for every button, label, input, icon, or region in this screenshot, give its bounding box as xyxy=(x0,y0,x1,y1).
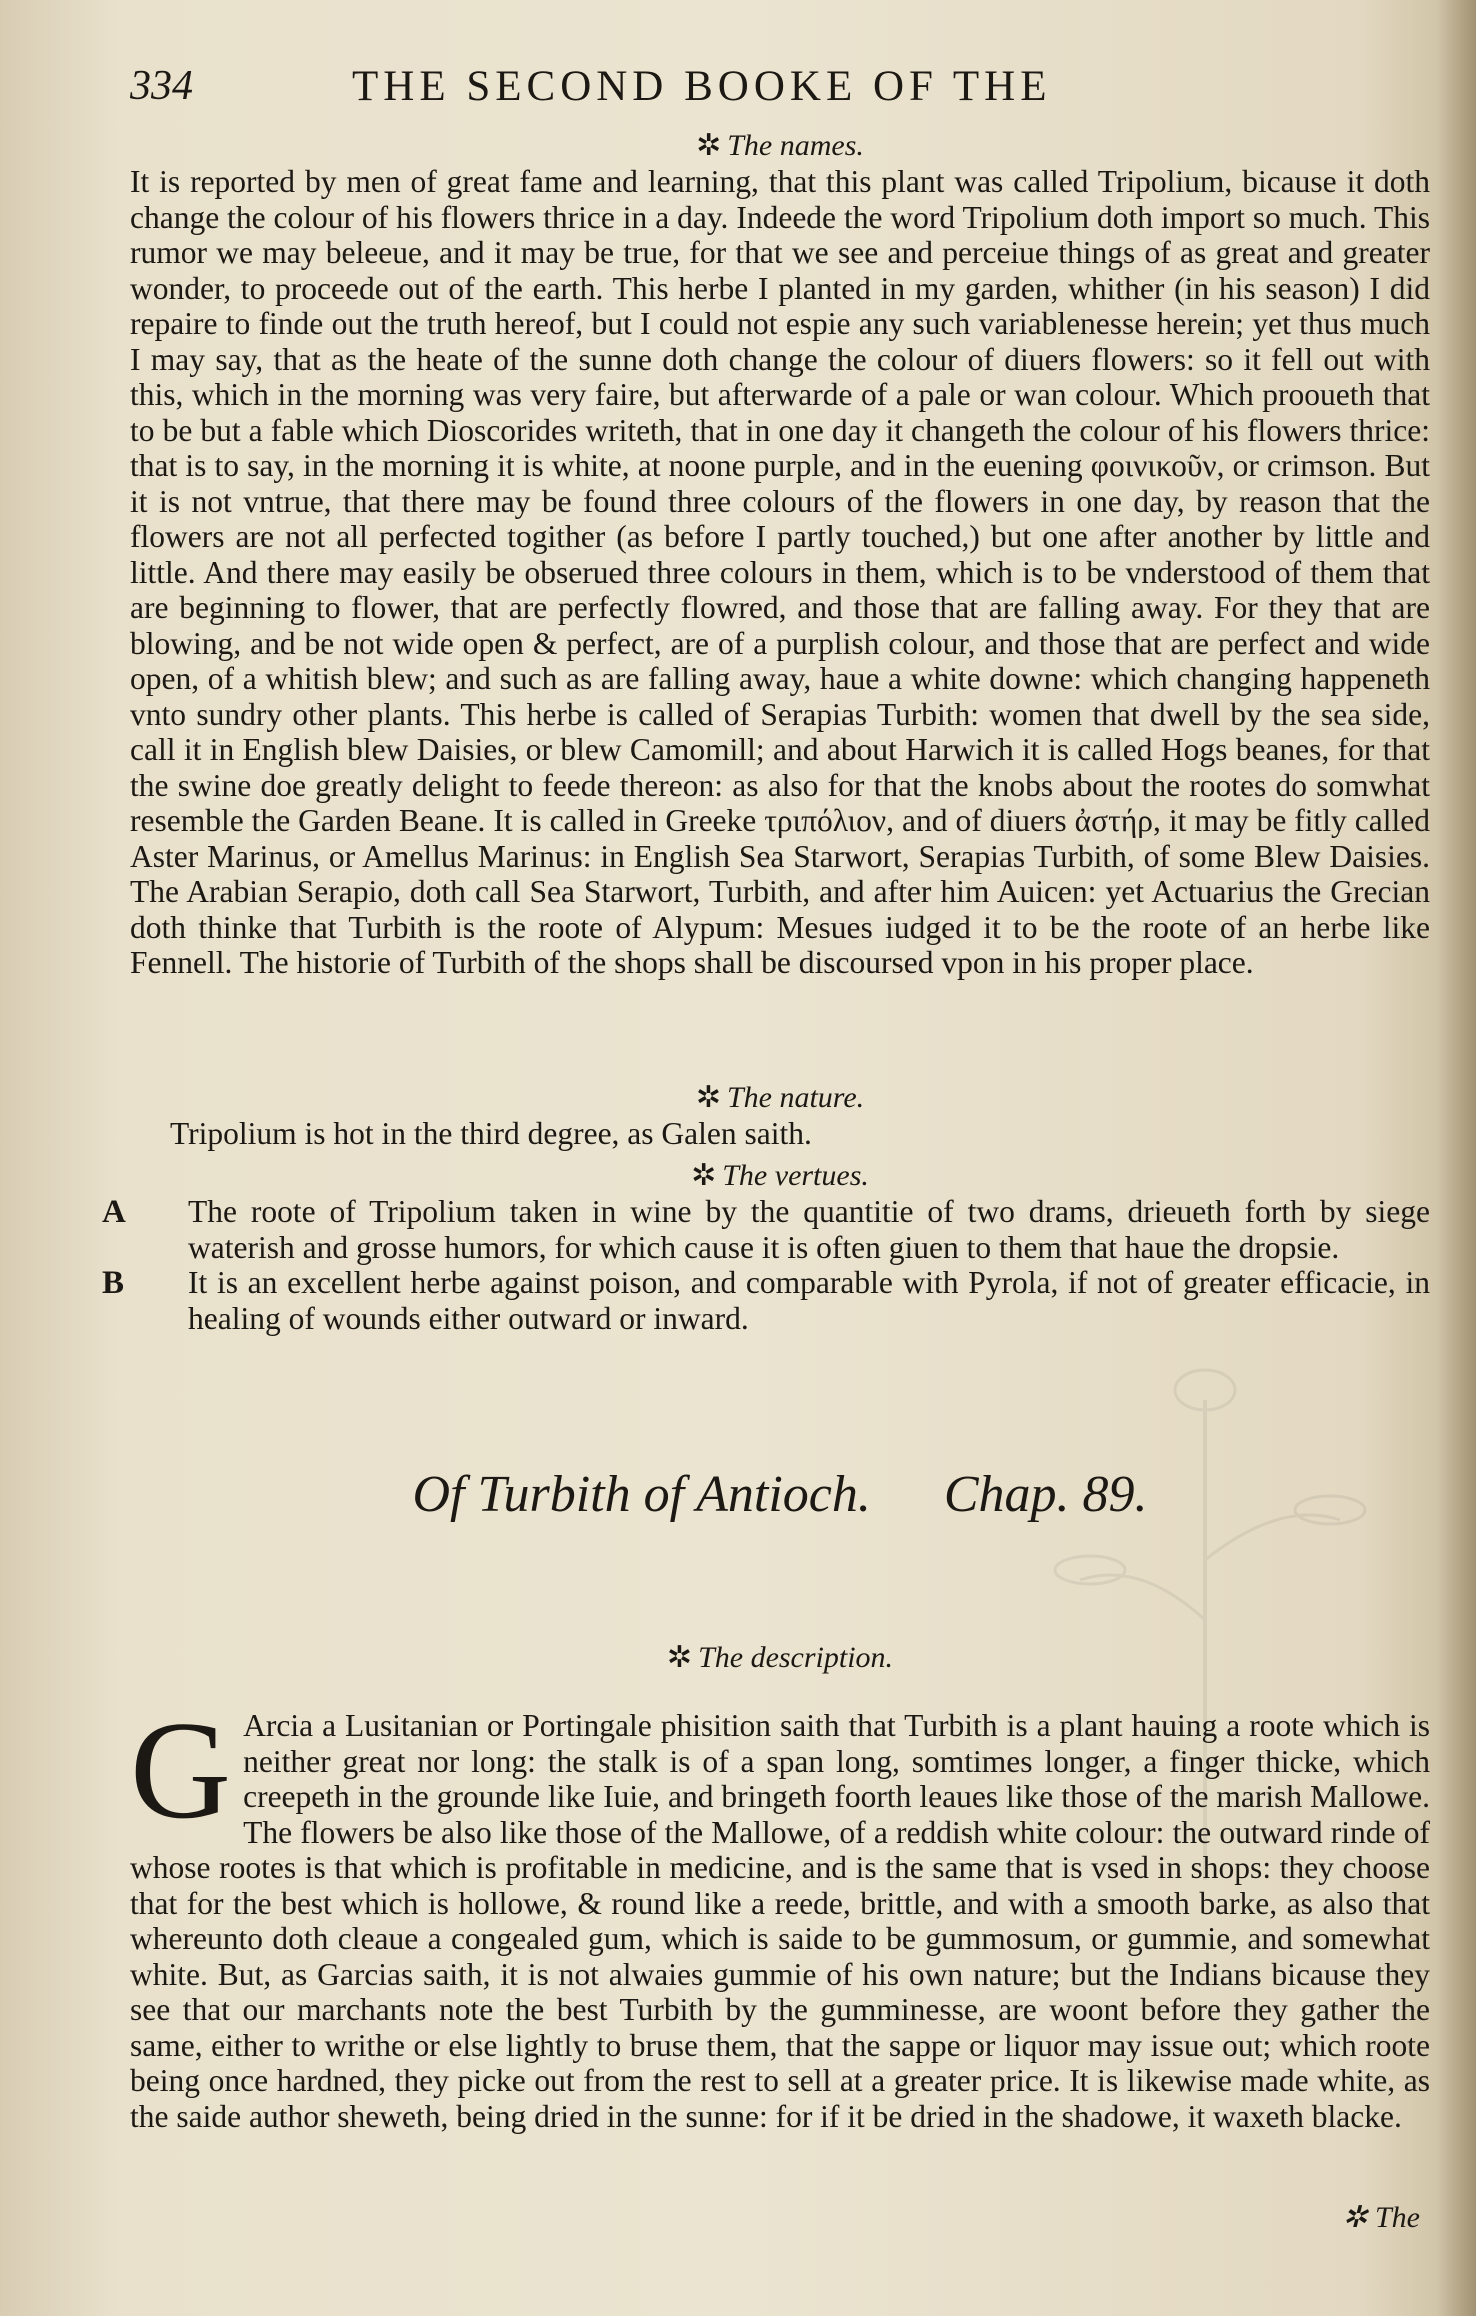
asterism-icon: ✲ xyxy=(696,129,722,162)
nature-section xyxy=(130,1080,1430,1152)
running-head: THE SECOND BOOKE OF THE xyxy=(352,63,1052,110)
nature-heading: ✲ The nature. xyxy=(695,1081,865,1114)
drop-capital: G xyxy=(130,1693,232,1848)
names-paragraph: It is reported by men of great fame and learning, that this plant was called Tripolium, bicause it doth change the colour of his flowers thrice in a day. Indeede the word Tripolium doth import so much. This rumor we may beleeue, and it may be true, for that we see and perceiue things of as great and greater wonder, to proceede out of the earth. This herbe I planted in my garden, whither (in his season) I did repaire to finde out the truth hereof, but I could not espie any such variablenesse herein; yet thus much I may say, that as the heate of the sunne doth change the colour of diuers flowers: so it fell out with this, which in the morning was very faire, but afterwarde of a pale or wan colour. Which prooueth that to be but a fable which Dioscorides writeth, that in one day it changeth the colour of his flowers thrice: that is to say, in the morning it is white, at noone purple, and in the euening φοινικοῦν, or crimson. But it is not vntrue, that there may be found three colours of the flowers in one day, by reason that the flowers are not all perfected togither (as before I partly touched,) but one after another by little and little. And there may easily be obserued three colours in them, which is to be vnderstood of them that are beginning to flower, that are perfectly flowred, and those that are falling away. For they that are blowing, and be not wide open & perfect, are of a purplish colour, and those that are perfect and wide open, of a whitish blew; and such as are falling away, haue a white downe: which changing happeneth vnto sundry other plants. This herbe is called of Serapias Turbith: women that dwell by the sea side, call it in English blew Daisies, or blew Camomill; and about Harwich it is called Hogs beanes, for that the swine doe greatly delight to feede thereon: as also for that the knobs about the rootes do somwhat resemble the Garden Beane. It is called in Greeke τριπόλιον, and of diuers ἀστήρ, it may be fitly called Aster Marinus, or Amellus Marinus: in English Sea Starwort, Serapias Turbith, of some Blew Daisies. The Arabian Serapio, doth call Sea Starwort, Turbith, and after him Auicen: yet Actuarius the Grecian doth thinke that Turbith is the roote of Alypum: Mesues iudged it to be the roote of an herbe like Fennell. The historie of Turbith of the shops shall be discoursed vpon in his proper place. xyxy=(130,164,1430,980)
page-number: 334 xyxy=(130,63,193,109)
asterism-icon: ✲ xyxy=(1342,2201,1375,2234)
vertue-item-a xyxy=(102,1194,1430,1265)
names-section xyxy=(130,128,1430,981)
vertues-heading: ✲ The vertues. xyxy=(691,1159,869,1192)
chapter-title xyxy=(130,1465,1430,1524)
catchword: ✲ The xyxy=(1342,2201,1420,2234)
description-paragraph: Arcia a Lusitanian or Portingale phisition saith that Turbith is a plant hauing a roote which is neither great nor long: the stalk is of a span long, somtimes longer, a finger thicke, which creepeth in the grounde like Iuie, and bringeth foorth leaues like those of the marish Mallowe. The flowers be also like those of the Mallowe, of a reddish white colour: the outward rinde of whose rootes is that which is profitable in medicine, and is the same that is vsed in shops: they choose that for the best which is hollowe, & round like a reede, brittle, and with a smooth barke, as also that whereunto doth cleaue a congealed gum, which is saide to be gummosum, or gummie, and somewhat white. But, as Garcias saith, it is not alwaies gummie of his own nature; but the Indians bicause they see that our marchants note the best Turbith by the gumminesse, are woont before they gather the same, either to writhe or else lightly to bruse them, that the sappe or liquor may issue out; which roote being once hardned, they picke out from the rest to sell at a greater price. It is likewise made white, as the saide author sheweth, being dried in the sunne: for if it be dried in the shadowe, it waxeth blacke. xyxy=(130,1708,1430,2134)
vertue-item-b xyxy=(102,1265,1430,1336)
description-heading: ✲ The description. xyxy=(666,1641,894,1674)
margin-letter-b: B xyxy=(102,1265,125,1301)
chapter-name: Of Turbith of Antioch. xyxy=(412,1466,871,1523)
margin-letter-a: A xyxy=(102,1194,126,1230)
asterism-icon: ✲ xyxy=(691,1159,717,1192)
description-section xyxy=(130,1693,1430,2134)
nature-paragraph: Tripolium is hot in the third degree, as Galen saith. xyxy=(170,1116,812,1151)
names-heading: ✲ The names. xyxy=(696,129,864,162)
vertue-text-b: It is an excellent herbe against poison, and comparable with Pyrola, if not of greater efficacie, in healing of wounds either outward or inward. xyxy=(188,1265,1430,1336)
page-header xyxy=(130,62,1430,122)
chapter-number: Chap. 89. xyxy=(943,1466,1148,1523)
page-edge-shadow xyxy=(1436,0,1476,2316)
description-heading-block xyxy=(130,1640,1430,1676)
vertues-section xyxy=(102,1158,1430,1336)
vertue-text-a: The roote of Tripolium taken in wine by the quantitie of two drams, drieueth forth by siege waterish and grosse humors, for which cause it is often giuen to them that haue the dropsie. xyxy=(188,1194,1430,1265)
asterism-icon: ✲ xyxy=(666,1641,693,1674)
asterism-icon: ✲ xyxy=(695,1081,721,1114)
